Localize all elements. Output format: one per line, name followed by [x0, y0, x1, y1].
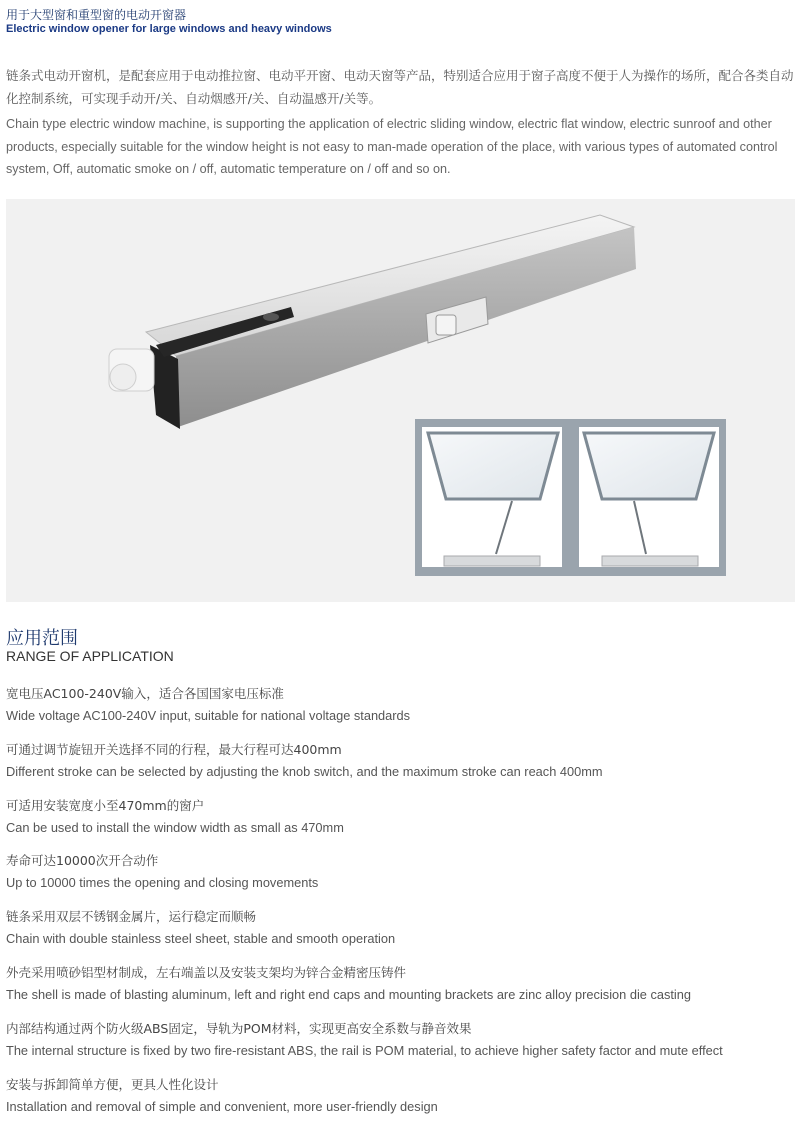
feature-cn: 可适用安装宽度小至470mm的窗户	[6, 797, 205, 813]
window-diagram	[415, 419, 726, 576]
feature-cn: 可通过调节旋钮开关选择不同的行程，最大行程可达400mm	[6, 741, 342, 757]
feature-cn: 安装与拆卸简单方便，更具人性化设计	[6, 1076, 219, 1092]
feature-en: The shell is made of blasting aluminum, left and right end caps and mounting brackets are zinc alloy precision die casting	[6, 986, 692, 1002]
feature-item	[6, 851, 798, 907]
section-title-en: RANGE OF APPLICATION	[6, 648, 174, 664]
feature-item	[6, 907, 798, 963]
window-opener-illustration	[6, 199, 795, 602]
feature-list	[6, 684, 798, 1130]
feature-en: Can be used to install the window width as small as 470mm	[6, 819, 344, 835]
feature-en: The internal structure is fixed by two fire-resistant ABS, the rail is POM material, to achieve higher safety factor and mute effect	[6, 1042, 723, 1058]
feature-item	[6, 684, 798, 740]
feature-cn: 宽电压AC100-240V输入，适合各国国家电压标准	[6, 686, 284, 701]
feature-item	[6, 963, 798, 1019]
feature-en: Wide voltage AC100-240V input, suitable for national voltage standards	[6, 708, 411, 723]
feature-en: Installation and removal of simple and convenient, more user-friendly design	[6, 1098, 438, 1114]
feature-en: Chain with double stainless steel sheet, stable and smooth operation	[6, 931, 396, 947]
feature-item	[6, 1019, 798, 1075]
page-title-cn: 用于大型窗和重型窗的电动开窗器	[6, 8, 187, 22]
feature-cn: 寿命可达10000次开合动作	[6, 853, 159, 869]
feature-en: Up to 10000 times the opening and closing movements	[6, 875, 319, 891]
intro-paragraph-cn: 链条式电动开窗机，是配套应用于电动推拉窗、电动平开窗、电动天窗等产品，特别适合应用于窗子高度不便于人为操作的场所，配合各类自动化控制系统，可实现手动开/关、自动烟感开/关、自动温感开/关等。	[6, 68, 794, 106]
feature-cn: 内部结构通过两个防火级ABS固定，导轨为POM材料，实现更高安全系数与静音效果	[6, 1020, 472, 1036]
product-image	[6, 199, 795, 602]
feature-en: Different stroke can be selected by adjusting the knob switch, and the maximum stroke can reach 400mm	[6, 763, 603, 779]
feature-item	[6, 1075, 798, 1130]
section-title-cn: 应用范围	[6, 628, 78, 649]
page-title-en: Electric window opener for large windows and heavy windows	[6, 23, 332, 35]
intro-paragraph-en: Chain type electric window machine, is supporting the application of electric sliding window, electric flat window, electric sunroof and other products, especially suitable for the window height is not easy to man-made operation of the place, with various types of automated control system, Off, automatic smoke on / off, automatic temperature on / off and so on.	[6, 117, 778, 176]
feature-cn: 外壳采用喷砂铝型材制成，左右端盖以及安装支架均为锌合金精密压铸件	[6, 964, 407, 980]
feature-cn: 链条采用双层不锈钢金属片，运行稳定而顺畅	[6, 909, 257, 925]
actuator-body	[109, 215, 636, 429]
feature-item	[6, 796, 798, 852]
feature-item	[6, 740, 798, 796]
